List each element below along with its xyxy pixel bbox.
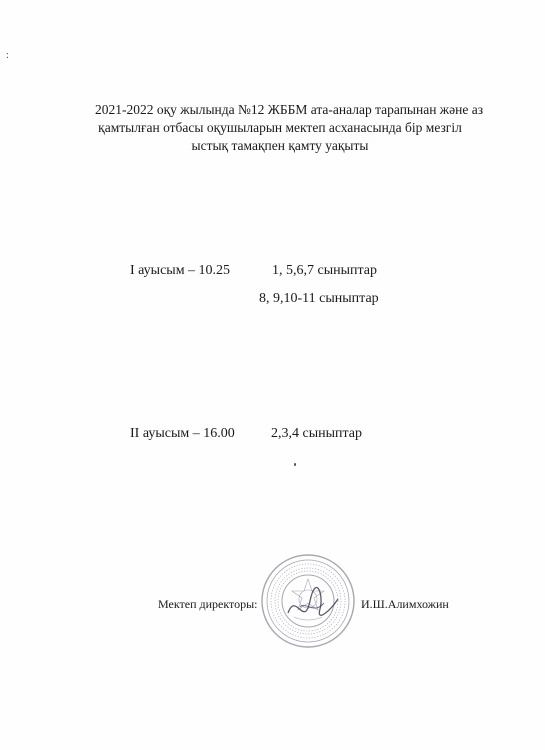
director-name: И.Ш.Алимхожин [361, 597, 449, 611]
official-seal-stamp [258, 551, 358, 651]
title-line-3: ыстық тамақпен қамту уақыты [191, 138, 369, 153]
shift-2-classes: 2,3,4 сыныптар [271, 426, 363, 441]
shift-1-classes-line-2: 8, 9,10-11 сыныптар [259, 291, 379, 306]
shift-1-label: I ауысым – 10.25 [130, 263, 231, 278]
scan-artifact: : [6, 50, 8, 61]
document-title [95, 101, 484, 155]
shift-2-label: II ауысым – 16.00 [130, 426, 235, 441]
shift-1-classes-line-1: 1, 5,6,7 сыныптар [272, 263, 378, 278]
title-line-2: қамтылған отбасы оқушыларын мектеп асханасында бір мезгіл [98, 120, 462, 135]
director-label: Мектеп директоры: [158, 597, 258, 611]
scan-speck [294, 463, 296, 466]
title-line-1: 2021-2022 оқу жылында №12 ЖББМ ата-аналар тарапынан және аз [95, 102, 484, 117]
